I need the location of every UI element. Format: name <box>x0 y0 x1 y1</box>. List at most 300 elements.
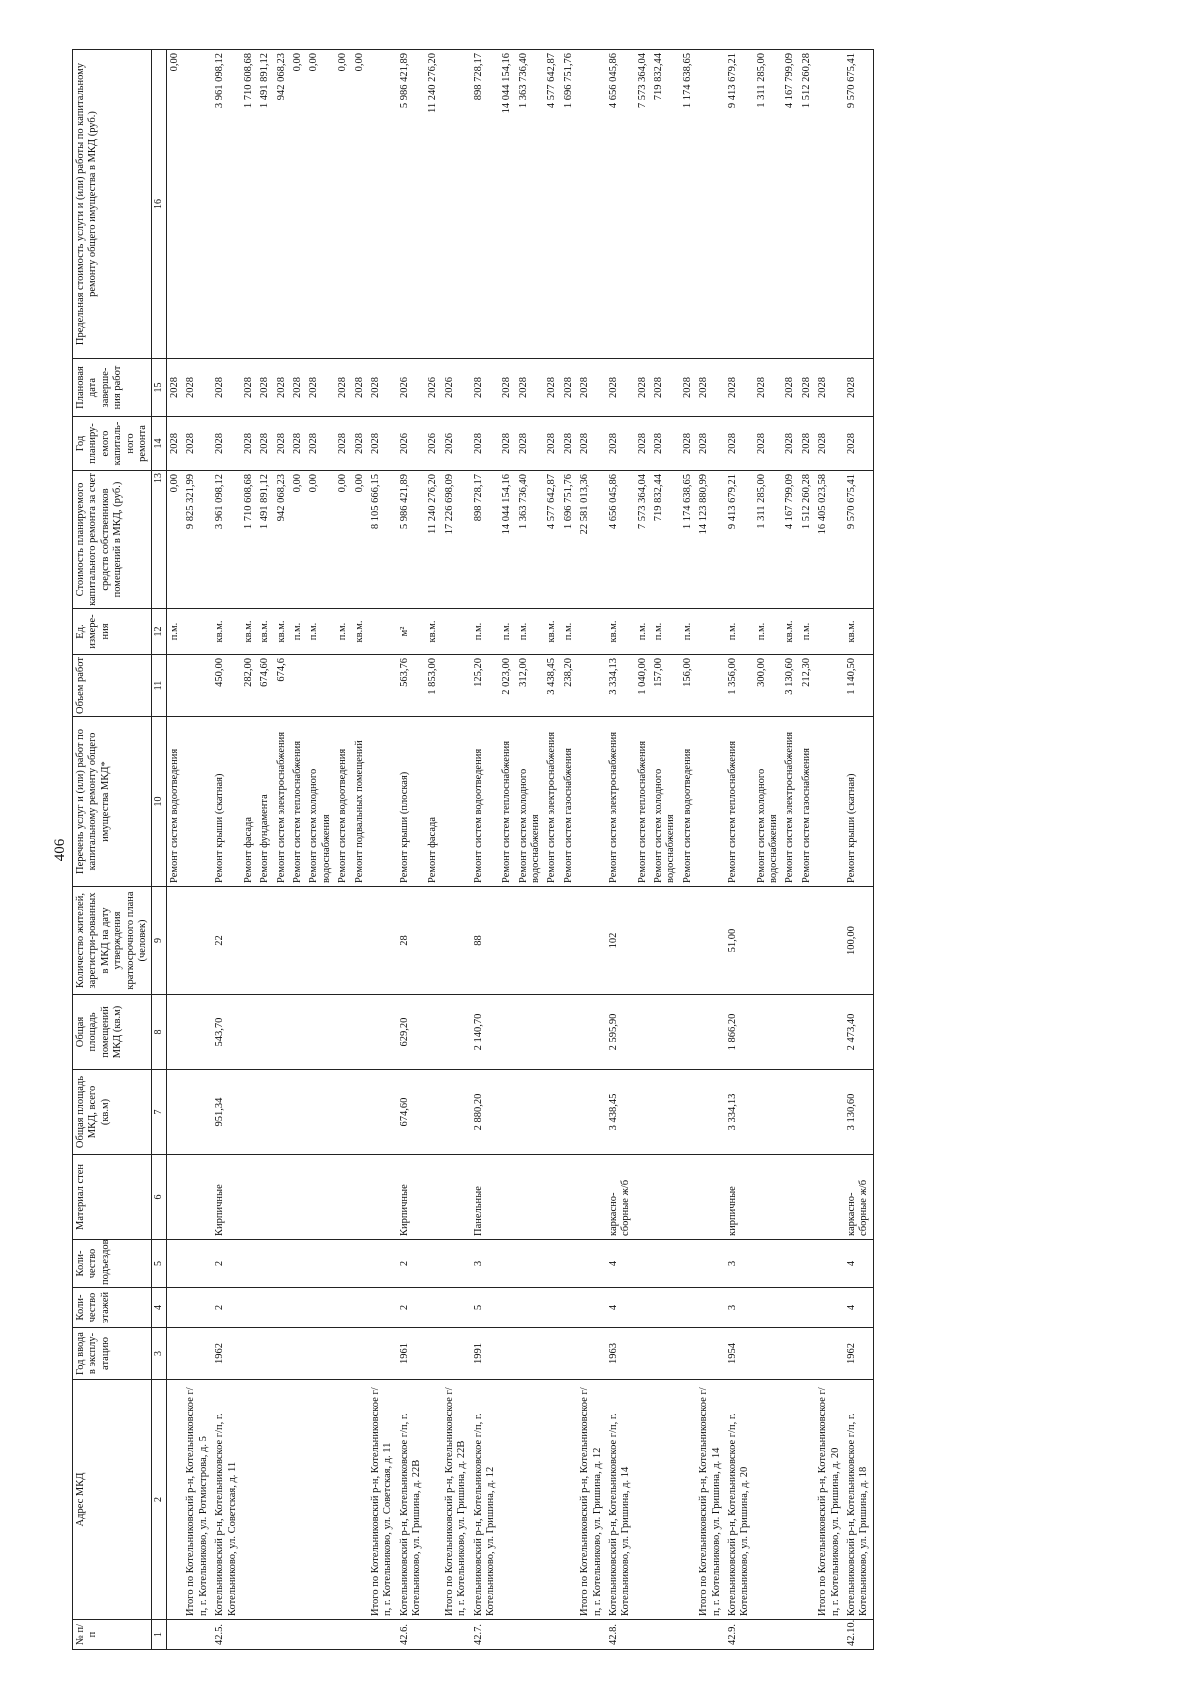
end-date-cell: 2028 <box>167 359 184 417</box>
cost-cell: 4 656 045,86 <box>606 471 635 609</box>
residents-cell <box>754 887 783 995</box>
table-row <box>799 50 815 1650</box>
unit-cell: п.м. <box>167 609 184 655</box>
work-type-cell: Ремонт фасада <box>241 717 257 887</box>
table-row <box>335 50 351 1650</box>
address-cell <box>680 1380 696 1620</box>
volume-cell <box>442 655 471 717</box>
volume-cell: 3 438,45 <box>544 655 560 717</box>
floors-cell <box>274 1288 290 1328</box>
work-type-cell: Ремонт систем водоотведения <box>680 717 696 887</box>
cost-cell: 14 044 154,16 <box>499 471 515 609</box>
column-number: 6 <box>152 1155 167 1240</box>
entrances-cell <box>335 1240 351 1288</box>
total-area-cell: 3 130,60 <box>844 1070 873 1155</box>
plan-year-cell: 2028 <box>725 417 754 471</box>
end-date-cell: 2028 <box>368 359 397 417</box>
entrances-cell <box>274 1240 290 1288</box>
address-cell <box>257 1380 273 1620</box>
premises-area-cell <box>290 995 306 1070</box>
plan-year-cell: 2028 <box>257 417 273 471</box>
year-cell <box>561 1328 577 1380</box>
unit-cell: кв.м. <box>544 609 560 655</box>
unit-cell <box>183 609 212 655</box>
end-date-cell: 2028 <box>290 359 306 417</box>
end-date-cell: 2028 <box>577 359 606 417</box>
total-area-cell <box>290 1070 306 1155</box>
plan-year-cell: 2028 <box>561 417 577 471</box>
table-row <box>397 50 426 1650</box>
residents-cell <box>499 887 515 995</box>
end-date-cell: 2028 <box>352 359 368 417</box>
row-number <box>183 1620 212 1650</box>
floors-cell: 2 <box>212 1288 241 1328</box>
cost-cell: 1 363 736,40 <box>516 471 545 609</box>
entrances-cell <box>754 1240 783 1288</box>
work-type-cell: Ремонт систем холодного водоснабжения <box>516 717 545 887</box>
residents-cell: 88 <box>471 887 500 995</box>
end-date-cell: 2028 <box>651 359 680 417</box>
year-cell <box>306 1328 335 1380</box>
volume-cell: 125,20 <box>471 655 500 717</box>
row-number <box>306 1620 335 1650</box>
year-cell: 1962 <box>212 1328 241 1380</box>
end-date-cell: 2028 <box>815 359 844 417</box>
total-area-cell: 3 438,45 <box>606 1070 635 1155</box>
entrances-cell: 3 <box>471 1240 500 1288</box>
page-number: 406 <box>52 838 68 862</box>
limit-cost-cell: 1 512 260,28 <box>799 50 815 359</box>
limit-cost-cell: 0,00 <box>290 50 306 359</box>
row-number <box>335 1620 351 1650</box>
volume-cell: 3 130,60 <box>782 655 798 717</box>
plan-year-cell: 2028 <box>680 417 696 471</box>
residents-cell <box>544 887 560 995</box>
unit-cell: п.м. <box>725 609 754 655</box>
unit-cell: п.м. <box>561 609 577 655</box>
year-cell <box>290 1328 306 1380</box>
wall-material-cell <box>754 1155 783 1240</box>
floors-cell <box>782 1288 798 1328</box>
year-cell <box>516 1328 545 1380</box>
address-cell: Котельниковский р-н, Котельниковское г/п, г. Котельниково, ул. Советская, д. 11 <box>212 1380 241 1620</box>
entrances-cell <box>635 1240 651 1288</box>
table-row <box>561 50 577 1650</box>
end-date-cell: 2026 <box>442 359 471 417</box>
floors-cell: 5 <box>471 1288 500 1328</box>
entrances-cell: 4 <box>606 1240 635 1288</box>
cost-cell: 9 825 321,99 <box>183 471 212 609</box>
work-type-cell: Ремонт систем холодного водоснабжения <box>306 717 335 887</box>
plan-year-cell: 2028 <box>815 417 844 471</box>
premises-area-cell <box>368 995 397 1070</box>
limit-cost-cell: 4 577 642,87 <box>544 50 560 359</box>
end-date-cell: 2028 <box>754 359 783 417</box>
column-number: 3 <box>152 1328 167 1380</box>
address-cell <box>799 1380 815 1620</box>
residents-cell <box>335 887 351 995</box>
floors-cell <box>167 1288 184 1328</box>
premises-area-cell <box>183 995 212 1070</box>
wall-material-cell <box>516 1155 545 1240</box>
header-cell: Коли-чество этажей <box>73 1288 152 1328</box>
wall-material-cell <box>696 1155 725 1240</box>
table-row <box>782 50 798 1650</box>
row-number <box>290 1620 306 1650</box>
address-cell <box>306 1380 335 1620</box>
volume-cell <box>352 655 368 717</box>
column-number: 16 <box>152 50 167 359</box>
volume-cell <box>696 655 725 717</box>
row-number <box>257 1620 273 1650</box>
unit-cell: п.м. <box>471 609 500 655</box>
wall-material-cell <box>167 1155 184 1240</box>
limit-cost-cell: 0,00 <box>352 50 368 359</box>
unit-cell: п.м. <box>499 609 515 655</box>
wall-material-cell <box>335 1155 351 1240</box>
residents-cell <box>183 887 212 995</box>
end-date-cell: 2028 <box>241 359 257 417</box>
entrances-cell <box>815 1240 844 1288</box>
cost-cell: 719 832,44 <box>651 471 680 609</box>
cost-cell: 7 573 364,04 <box>635 471 651 609</box>
floors-cell <box>680 1288 696 1328</box>
row-number <box>368 1620 397 1650</box>
address-cell: Котельниковский р-н, Котельниковское г/п, г. Котельниково, ул. Гришина, д. 14 <box>606 1380 635 1620</box>
unit-cell: кв.м. <box>352 609 368 655</box>
floors-cell <box>815 1288 844 1328</box>
column-number: 7 <box>152 1070 167 1155</box>
plan-year-cell: 2028 <box>754 417 783 471</box>
column-number: 12 <box>152 609 167 655</box>
volume-cell: 1 356,00 <box>725 655 754 717</box>
cost-cell: 17 226 698,09 <box>442 471 471 609</box>
header-cell: Адрес МКД <box>73 1380 152 1620</box>
table-row <box>499 50 515 1650</box>
unit-cell: п.м. <box>651 609 680 655</box>
table-row <box>352 50 368 1650</box>
row-number <box>696 1620 725 1650</box>
wall-material-cell <box>635 1155 651 1240</box>
unit-cell: кв.м. <box>782 609 798 655</box>
column-number: 2 <box>152 1380 167 1620</box>
year-cell <box>680 1328 696 1380</box>
address-cell: Котельниковский р-н, Котельниковское г/п, г. Котельниково, ул. Гришина, д. 18 <box>844 1380 873 1620</box>
wall-material-cell <box>561 1155 577 1240</box>
unit-cell: кв.м. <box>257 609 273 655</box>
floors-cell: 4 <box>844 1288 873 1328</box>
year-cell: 1962 <box>844 1328 873 1380</box>
premises-area-cell: 629,20 <box>397 995 426 1070</box>
volume-cell <box>167 655 184 717</box>
total-area-cell <box>241 1070 257 1155</box>
limit-cost-cell <box>577 50 606 359</box>
column-number: 9 <box>152 887 167 995</box>
year-cell <box>544 1328 560 1380</box>
limit-cost-cell <box>696 50 725 359</box>
cost-cell: 11 240 276,20 <box>425 471 441 609</box>
total-row <box>368 50 397 1650</box>
unit-cell: кв.м. <box>212 609 241 655</box>
cost-cell: 0,00 <box>290 471 306 609</box>
address-cell <box>516 1380 545 1620</box>
premises-area-cell <box>561 995 577 1070</box>
limit-cost-cell: 0,00 <box>335 50 351 359</box>
wall-material-cell <box>651 1155 680 1240</box>
entrances-cell <box>425 1240 441 1288</box>
unit-cell: п.м. <box>799 609 815 655</box>
premises-area-cell <box>782 995 798 1070</box>
total-area-cell <box>425 1070 441 1155</box>
table-row <box>212 50 241 1650</box>
total-area-cell <box>499 1070 515 1155</box>
plan-year-cell: 2028 <box>352 417 368 471</box>
cost-cell: 1 491 891,12 <box>257 471 273 609</box>
volume-cell: 238,20 <box>561 655 577 717</box>
year-cell <box>577 1328 606 1380</box>
cost-cell: 4 167 799,09 <box>782 471 798 609</box>
volume-cell: 300,00 <box>754 655 783 717</box>
residents-cell <box>782 887 798 995</box>
row-number <box>782 1620 798 1650</box>
end-date-cell: 2026 <box>397 359 426 417</box>
address-cell <box>561 1380 577 1620</box>
work-type-cell <box>442 717 471 887</box>
entrances-cell <box>799 1240 815 1288</box>
unit-cell: п.м. <box>680 609 696 655</box>
plan-year-cell: 2028 <box>274 417 290 471</box>
entrances-cell <box>561 1240 577 1288</box>
entrances-cell <box>680 1240 696 1288</box>
cost-cell: 0,00 <box>167 471 184 609</box>
row-number <box>274 1620 290 1650</box>
year-cell <box>442 1328 471 1380</box>
limit-cost-cell: 5 986 421,89 <box>397 50 426 359</box>
rotated-page <box>50 50 1180 1650</box>
table-row <box>257 50 273 1650</box>
entrances-cell: 3 <box>725 1240 754 1288</box>
cost-cell: 0,00 <box>352 471 368 609</box>
end-date-cell: 2028 <box>516 359 545 417</box>
floors-cell <box>335 1288 351 1328</box>
residents-cell: 28 <box>397 887 426 995</box>
wall-material-cell <box>799 1155 815 1240</box>
work-type-cell: Ремонт систем газоснабжения <box>799 717 815 887</box>
year-cell: 1954 <box>725 1328 754 1380</box>
table-row <box>241 50 257 1650</box>
cost-cell: 942 068,23 <box>274 471 290 609</box>
limit-cost-cell: 942 068,23 <box>274 50 290 359</box>
header-cell: Стоимость планируемого капитального ремонта за счет средств собственников помещений в МКД, (руб.) <box>73 471 152 609</box>
residents-cell <box>442 887 471 995</box>
premises-area-cell <box>306 995 335 1070</box>
end-date-cell: 2028 <box>471 359 500 417</box>
entrances-cell <box>241 1240 257 1288</box>
address-cell: Котельниковский р-н, Котельниковское г/п, г. Котельниково, ул. Гришина, д. 12 <box>471 1380 500 1620</box>
premises-area-cell: 543,70 <box>212 995 241 1070</box>
residents-cell <box>290 887 306 995</box>
unit-cell: п.м. <box>290 609 306 655</box>
wall-material-cell <box>306 1155 335 1240</box>
premises-area-cell <box>352 995 368 1070</box>
unit-cell: п.м. <box>335 609 351 655</box>
work-type-cell: Ремонт крыши (скатная) <box>844 717 873 887</box>
residents-cell <box>241 887 257 995</box>
unit-cell <box>577 609 606 655</box>
row-number <box>544 1620 560 1650</box>
cost-cell: 1 512 260,28 <box>799 471 815 609</box>
premises-area-cell <box>544 995 560 1070</box>
unit-cell: п.м. <box>516 609 545 655</box>
floors-cell <box>290 1288 306 1328</box>
row-number <box>577 1620 606 1650</box>
column-number: 13 <box>152 471 167 609</box>
work-type-cell: Ремонт систем теплоснабжения <box>635 717 651 887</box>
limit-cost-cell: 1 696 751,76 <box>561 50 577 359</box>
table-row <box>635 50 651 1650</box>
repair-plan-table <box>72 49 874 1650</box>
wall-material-cell <box>577 1155 606 1240</box>
table-row <box>425 50 441 1650</box>
total-area-cell <box>696 1070 725 1155</box>
end-date-cell: 2028 <box>544 359 560 417</box>
cost-cell: 9 413 679,21 <box>725 471 754 609</box>
work-type-cell: Ремонт систем электроснабжения <box>782 717 798 887</box>
total-area-cell <box>306 1070 335 1155</box>
row-number <box>442 1620 471 1650</box>
entrances-cell <box>782 1240 798 1288</box>
address-cell <box>651 1380 680 1620</box>
premises-area-cell <box>335 995 351 1070</box>
cost-cell: 5 986 421,89 <box>397 471 426 609</box>
work-type-cell: Ремонт систем водоотведения <box>471 717 500 887</box>
address-cell: Итого по Котельниковский р-н, Котельниковское г/п, г. Котельниково, ул. Советская, д. 11 <box>368 1380 397 1620</box>
volume-cell <box>290 655 306 717</box>
limit-cost-cell: 7 573 364,04 <box>635 50 651 359</box>
premises-area-cell: 1 866,20 <box>725 995 754 1070</box>
limit-cost-cell: 9 413 679,21 <box>725 50 754 359</box>
cost-cell: 3 961 098,12 <box>212 471 241 609</box>
unit-cell: кв.м. <box>606 609 635 655</box>
premises-area-cell <box>651 995 680 1070</box>
year-cell <box>754 1328 783 1380</box>
table-row <box>167 50 184 1650</box>
cost-cell: 898 728,17 <box>471 471 500 609</box>
residents-cell <box>815 887 844 995</box>
premises-area-cell <box>241 995 257 1070</box>
entrances-cell <box>368 1240 397 1288</box>
cost-cell: 22 581 013,36 <box>577 471 606 609</box>
work-type-cell: Ремонт систем теплоснабжения <box>499 717 515 887</box>
residents-cell <box>306 887 335 995</box>
total-area-cell <box>257 1070 273 1155</box>
volume-cell <box>335 655 351 717</box>
address-cell <box>544 1380 560 1620</box>
plan-year-cell: 2026 <box>425 417 441 471</box>
address-cell <box>499 1380 515 1620</box>
wall-material-cell <box>425 1155 441 1240</box>
wall-material-cell <box>544 1155 560 1240</box>
year-cell <box>368 1328 397 1380</box>
work-type-cell: Ремонт систем холодного водоснабжения <box>754 717 783 887</box>
work-type-cell: Ремонт систем электроснабжения <box>544 717 560 887</box>
entrances-cell <box>442 1240 471 1288</box>
wall-material-cell: Кирпичные <box>212 1155 241 1240</box>
plan-year-cell: 2028 <box>844 417 873 471</box>
floors-cell <box>754 1288 783 1328</box>
header-cell: Количество жителей, зарегистри-рованных в МКД на дату утверждения краткосрочного плана (человек) <box>73 887 152 995</box>
work-type-cell <box>696 717 725 887</box>
year-cell <box>635 1328 651 1380</box>
floors-cell <box>241 1288 257 1328</box>
premises-area-cell <box>799 995 815 1070</box>
table-row <box>844 50 873 1650</box>
plan-year-cell: 2028 <box>183 417 212 471</box>
premises-area-cell <box>257 995 273 1070</box>
address-cell: Итого по Котельниковский р-н, Котельниковское г/п, г. Котельниково, ул. Ротмистрова, д. 5 <box>183 1380 212 1620</box>
address-cell: Котельниковский р-н, Котельниковское г/п, г. Котельниково, ул. Гришина, д. 20 <box>725 1380 754 1620</box>
residents-cell: 102 <box>606 887 635 995</box>
entrances-cell <box>544 1240 560 1288</box>
year-cell: 1961 <box>397 1328 426 1380</box>
cost-cell: 0,00 <box>306 471 335 609</box>
residents-cell <box>167 887 184 995</box>
work-type-cell: Ремонт систем водоотведения <box>167 717 184 887</box>
table-row <box>754 50 783 1650</box>
limit-cost-cell: 1 710 608,68 <box>241 50 257 359</box>
floors-cell <box>368 1288 397 1328</box>
header-cell: Год планиру-емого капиталь-ного ремонта <box>73 417 152 471</box>
address-cell <box>241 1380 257 1620</box>
year-cell <box>167 1328 184 1380</box>
volume-cell: 282,00 <box>241 655 257 717</box>
total-area-cell <box>815 1070 844 1155</box>
premises-area-cell: 2 595,90 <box>606 995 635 1070</box>
year-cell <box>799 1328 815 1380</box>
end-date-cell: 2028 <box>606 359 635 417</box>
end-date-cell: 2028 <box>844 359 873 417</box>
residents-cell <box>680 887 696 995</box>
volume-cell: 156,00 <box>680 655 696 717</box>
volume-cell <box>183 655 212 717</box>
plan-year-cell: 2028 <box>499 417 515 471</box>
year-cell <box>651 1328 680 1380</box>
end-date-cell: 2028 <box>306 359 335 417</box>
address-cell: Итого по Котельниковский р-н, Котельниковское г/п, г. Котельниково, ул. Гришина, д. 12 <box>577 1380 606 1620</box>
residents-cell <box>425 887 441 995</box>
floors-cell <box>635 1288 651 1328</box>
work-type-cell <box>815 717 844 887</box>
volume-cell: 1 140,50 <box>844 655 873 717</box>
end-date-cell: 2028 <box>696 359 725 417</box>
total-area-cell <box>651 1070 680 1155</box>
work-type-cell: Ремонт систем водоотведения <box>335 717 351 887</box>
total-area-cell <box>274 1070 290 1155</box>
volume-cell: 563,76 <box>397 655 426 717</box>
cost-cell: 9 570 675,41 <box>844 471 873 609</box>
entrances-cell <box>257 1240 273 1288</box>
table-row <box>290 50 306 1650</box>
total-area-cell <box>561 1070 577 1155</box>
entrances-cell: 2 <box>397 1240 426 1288</box>
unit-cell: п.м. <box>306 609 335 655</box>
volume-cell: 450,00 <box>212 655 241 717</box>
total-row <box>696 50 725 1650</box>
total-area-cell <box>516 1070 545 1155</box>
unit-cell <box>815 609 844 655</box>
wall-material-cell: Кирпичные <box>397 1155 426 1240</box>
cost-cell: 1 710 608,68 <box>241 471 257 609</box>
